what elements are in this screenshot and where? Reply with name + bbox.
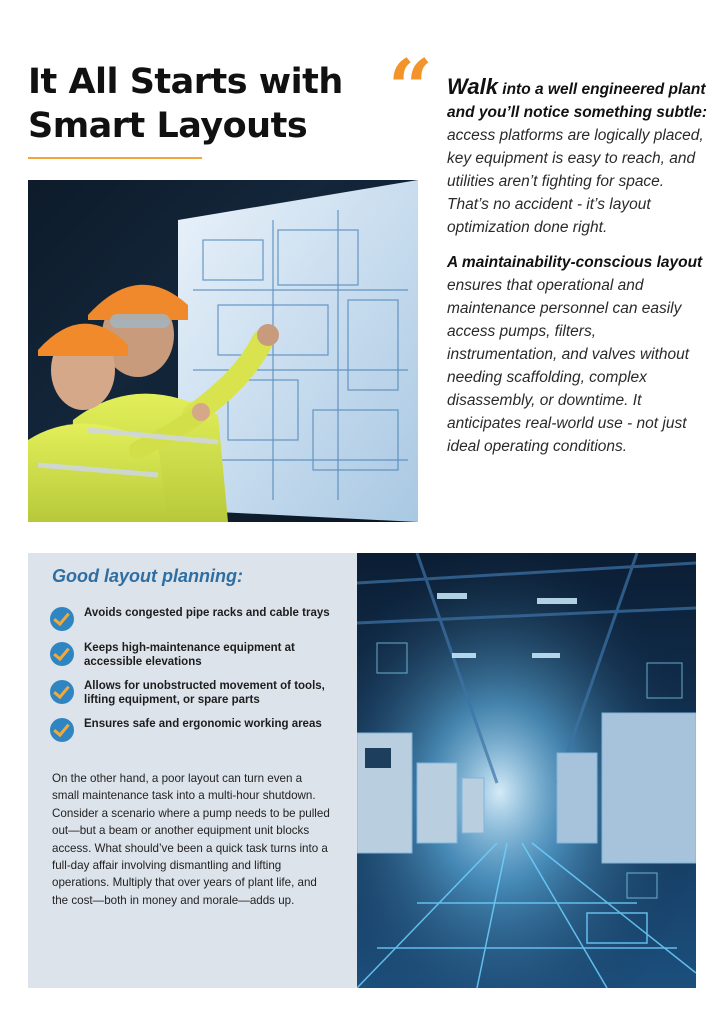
checkmark-icon <box>50 607 74 631</box>
list-item-text: Avoids congested pipe racks and cable trays <box>84 607 330 619</box>
factory-floor-image <box>357 553 696 988</box>
quote-icon: “ <box>388 43 433 134</box>
intro-paragraph-2-rest: ensures that operational and maintenance personnel can easily access pumps, filters, instrumentation, and valves without needing scaffolding, complex disassembly, or downtime. It anticipates real-world use - not just ideal operating conditions. <box>447 277 690 455</box>
intro-paragraph-1 <box>447 75 709 239</box>
checkmark-icon <box>50 680 74 704</box>
intro-paragraph-1-rest: access platforms are logically placed, key equipment is easy to reach, and utilities aren’t fighting for space. That’s no accident - it’s layout optimization done right. <box>447 127 704 236</box>
intro-lead-word: Walk <box>447 74 498 99</box>
intro-paragraph-2 <box>447 251 709 458</box>
body-paragraph: On the other hand, a poor layout can turn even a small maintenance task into a multi-hour shutdown. Consider a scenario where a pump needs to be pulled out—but a beam or another equipment unit blocks access. What should’ve been a quick task turns into a full-day affair involving dismantling and lifting operations. Multiply that over years of plant life, and the cost—both in money and morale—adds up. <box>52 772 330 907</box>
panel-heading: Good layout planning: <box>52 566 243 586</box>
list-item <box>50 641 340 669</box>
intro-text <box>447 75 709 470</box>
intro-lead-rest: into a well engineered plant and you’ll notice something subtle: <box>447 81 708 121</box>
checkmark-icon <box>50 642 74 666</box>
intro-paragraph-2-bold: A maintainability-conscious layout <box>447 254 703 271</box>
list-item-text: Ensures safe and ergonomic working areas <box>84 718 322 730</box>
list-item-text: Keeps high-maintenance equipment at accessible elevations <box>84 642 295 668</box>
list-item <box>50 606 340 631</box>
checkmark-icon <box>50 718 74 742</box>
page-title: It All Starts with Smart Layouts <box>28 62 343 146</box>
engineers-at-screen-image <box>28 180 418 522</box>
title-underline <box>28 157 202 159</box>
checklist <box>50 606 340 752</box>
list-item <box>50 717 340 742</box>
list-item <box>50 679 340 707</box>
list-item-text: Allows for unobstructed movement of tools, lifting equipment, or spare parts <box>84 680 325 706</box>
